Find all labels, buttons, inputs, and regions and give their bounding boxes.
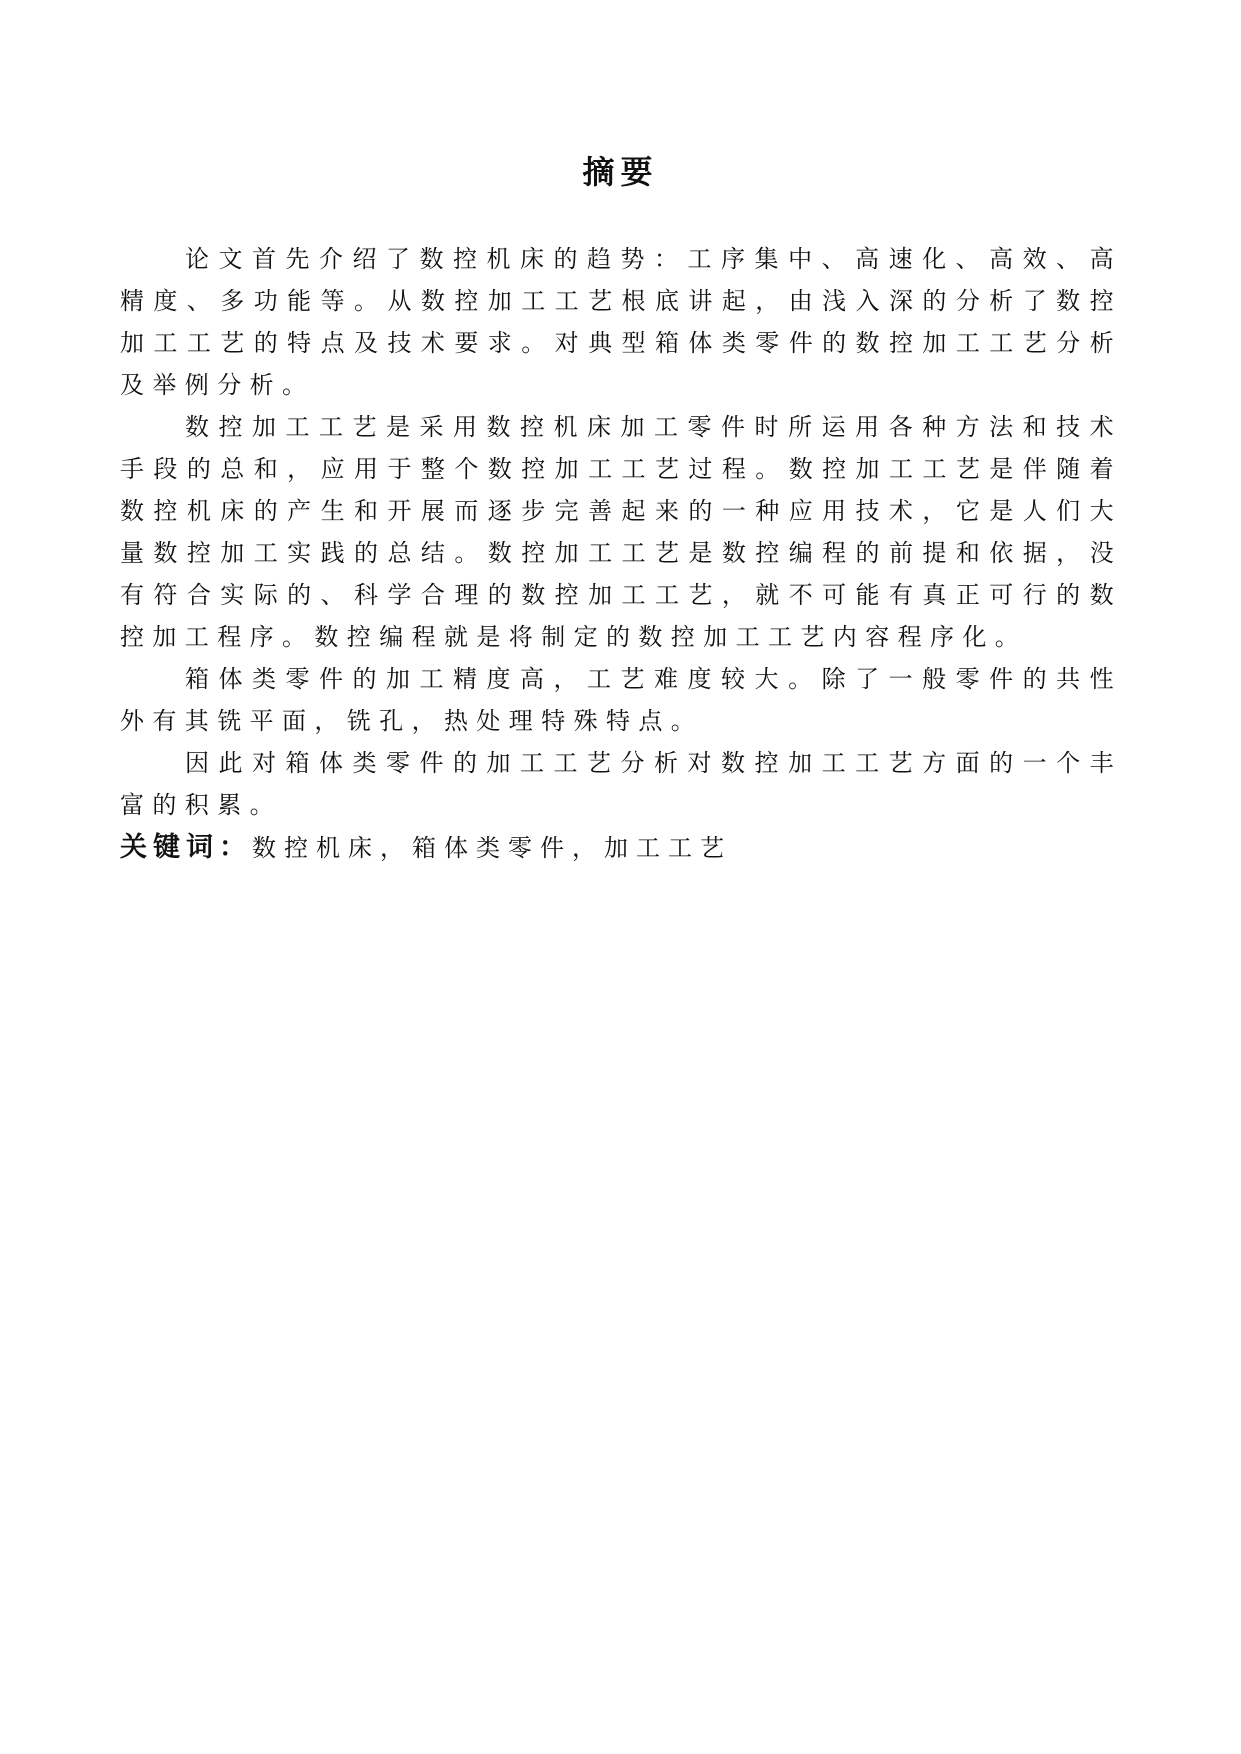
abstract-paragraph-4: 因此对箱体类零件的加工工艺分析对数控加工工艺方面的一个丰富的积累。: [120, 749, 1122, 819]
keywords-label: 关键词：: [120, 832, 252, 863]
abstract-body: [120, 238, 1122, 870]
abstract-paragraph-1: 论文首先介绍了数控机床的趋势：工序集中、高速化、高效、高精度、多功能等。从数控加工工艺根底讲起，由浅入深的分析了数控加工工艺的特点及技术要求。对典型箱体类零件的数控加工工艺分析及举例分析。: [120, 245, 1122, 399]
abstract-paragraph-2: 数控加工工艺是采用数控机床加工零件时所运用各种方法和技术手段的总和，应用于整个数控加工工艺过程。数控加工工艺是伴随着数控机床的产生和开展而逐步完善起来的一种应用技术，它是人们大量数控加工实践的总结。数控加工工艺是数控编程的前提和依据，没有符合实际的、科学合理的数控加工工艺，就不可能有真正可行的数控加工程序。数控编程就是将制定的数控加工工艺内容程序化。: [120, 413, 1122, 651]
keywords-line: [120, 826, 1122, 870]
keywords-text: 数控机床，箱体类零件，加工工艺: [252, 834, 732, 862]
page-title: 摘要: [582, 153, 659, 191]
abstract-paragraph-3: 箱体类零件的加工精度高，工艺难度较大。除了一般零件的共性外有其铣平面，铣孔，热处理特殊特点。: [120, 665, 1122, 735]
